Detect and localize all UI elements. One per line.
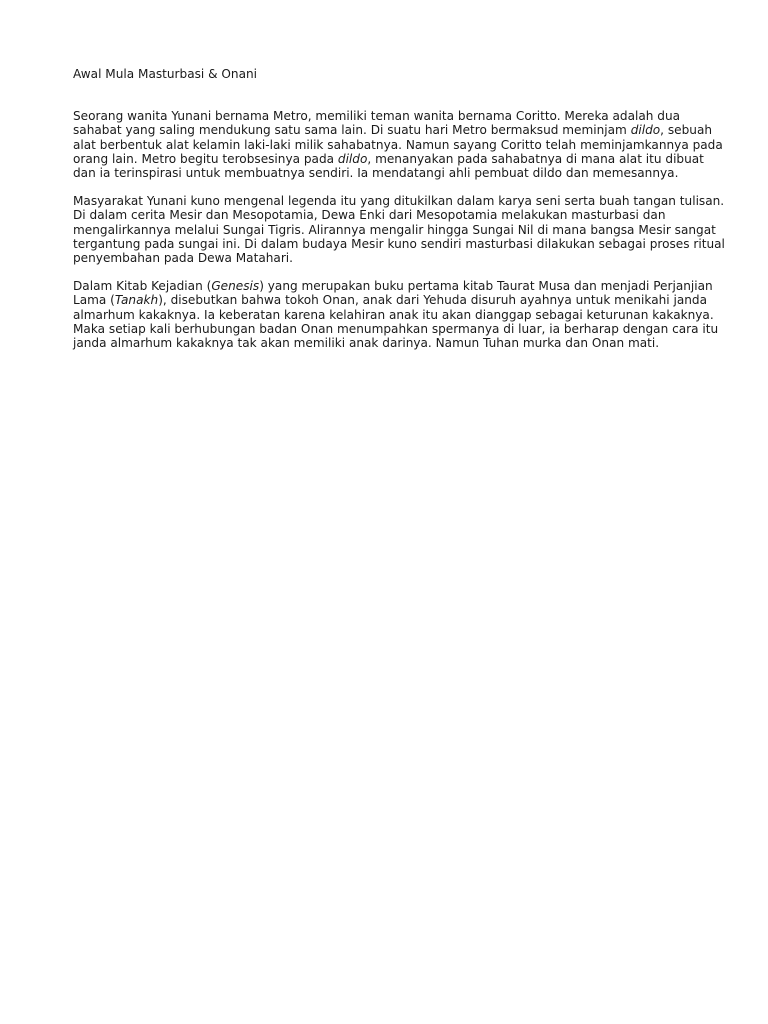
paragraph-line: orang lain. Metro begitu terobsesinya pada dildo, menanyakan pada sahabatnya di mana alat itu dibuat — [73, 151, 704, 166]
paragraph-line: sahabat yang saling mendukung satu sama lain. Di suatu hari Metro bermaksud meminjam dildo, sebuah — [73, 123, 713, 138]
paragraph-line: Masyarakat Yunani kuno mengenal legenda itu yang ditukilkan dalam karya seni serta buah tangan tulisan. — [73, 194, 725, 209]
paragraph-line: janda almarhum kakaknya tak akan memiliki anak darinya. Namun Tuhan murka dan Onan mati. — [73, 336, 660, 351]
paragraph-line: mengalirkannya melalui Sungai Tigris. Alirannya mengalir hingga Sungai Nil di mana bangsa Mesir sangat — [73, 222, 716, 237]
paragraph-line: Seorang wanita Yunani bernama Metro, memiliki teman wanita bernama Coritto. Mereka adalah dua — [73, 109, 681, 124]
document-body — [73, 67, 725, 364]
paragraph-line: Dalam Kitab Kejadian (Genesis) yang merupakan buku pertama kitab Taurat Musa dan menjadi Perjanjian — [73, 279, 713, 294]
paragraph-line: dan ia terinspirasi untuk membuatnya sendiri. Ia mendatangi ahli pembuat dildo dan memesannya. — [73, 166, 679, 181]
document-title: Awal Mula Masturbasi & Onani — [73, 67, 258, 81]
italic-term: Tanakh — [114, 293, 159, 308]
paragraph-line: Maka setiap kali berhubungan badan Onan menumpahkan spermanya di luar, ia berharap dengan cara itu — [73, 321, 719, 336]
italic-term: dildo — [630, 123, 661, 138]
paragraph-2 — [73, 194, 725, 266]
italic-term: Genesis — [211, 279, 260, 294]
paragraph-line: Lama (Tanakh), disebutkan bahwa tokoh Onan, anak dari Yehuda disuruh ayahnya untuk menikahi janda — [73, 293, 708, 308]
paragraph-1 — [73, 109, 723, 181]
paragraph-line: penyembahan pada Dewa Matahari. — [73, 251, 294, 266]
paragraph-3 — [73, 279, 719, 351]
paragraph-line: alat berbentuk alat kelamin laki-laki milik sahabatnya. Namun sayang Coritto telah meminjamkannya pada — [73, 137, 723, 152]
paragraph-line: Di dalam cerita Mesir dan Mesopotamia, Dewa Enki dari Mesopotamia melakukan masturbasi dan — [73, 208, 666, 223]
paragraph-line: almarhum kakaknya. Ia keberatan karena kelahiran anak itu akan dianggap sebagai keturunan kakaknya. — [73, 307, 714, 322]
paragraph-line: tergantung pada sungai ini. Di dalam budaya Mesir kuno sendiri masturbasi dilakukan sebagai proses ritual — [73, 236, 725, 251]
italic-term: dildo — [337, 151, 368, 166]
